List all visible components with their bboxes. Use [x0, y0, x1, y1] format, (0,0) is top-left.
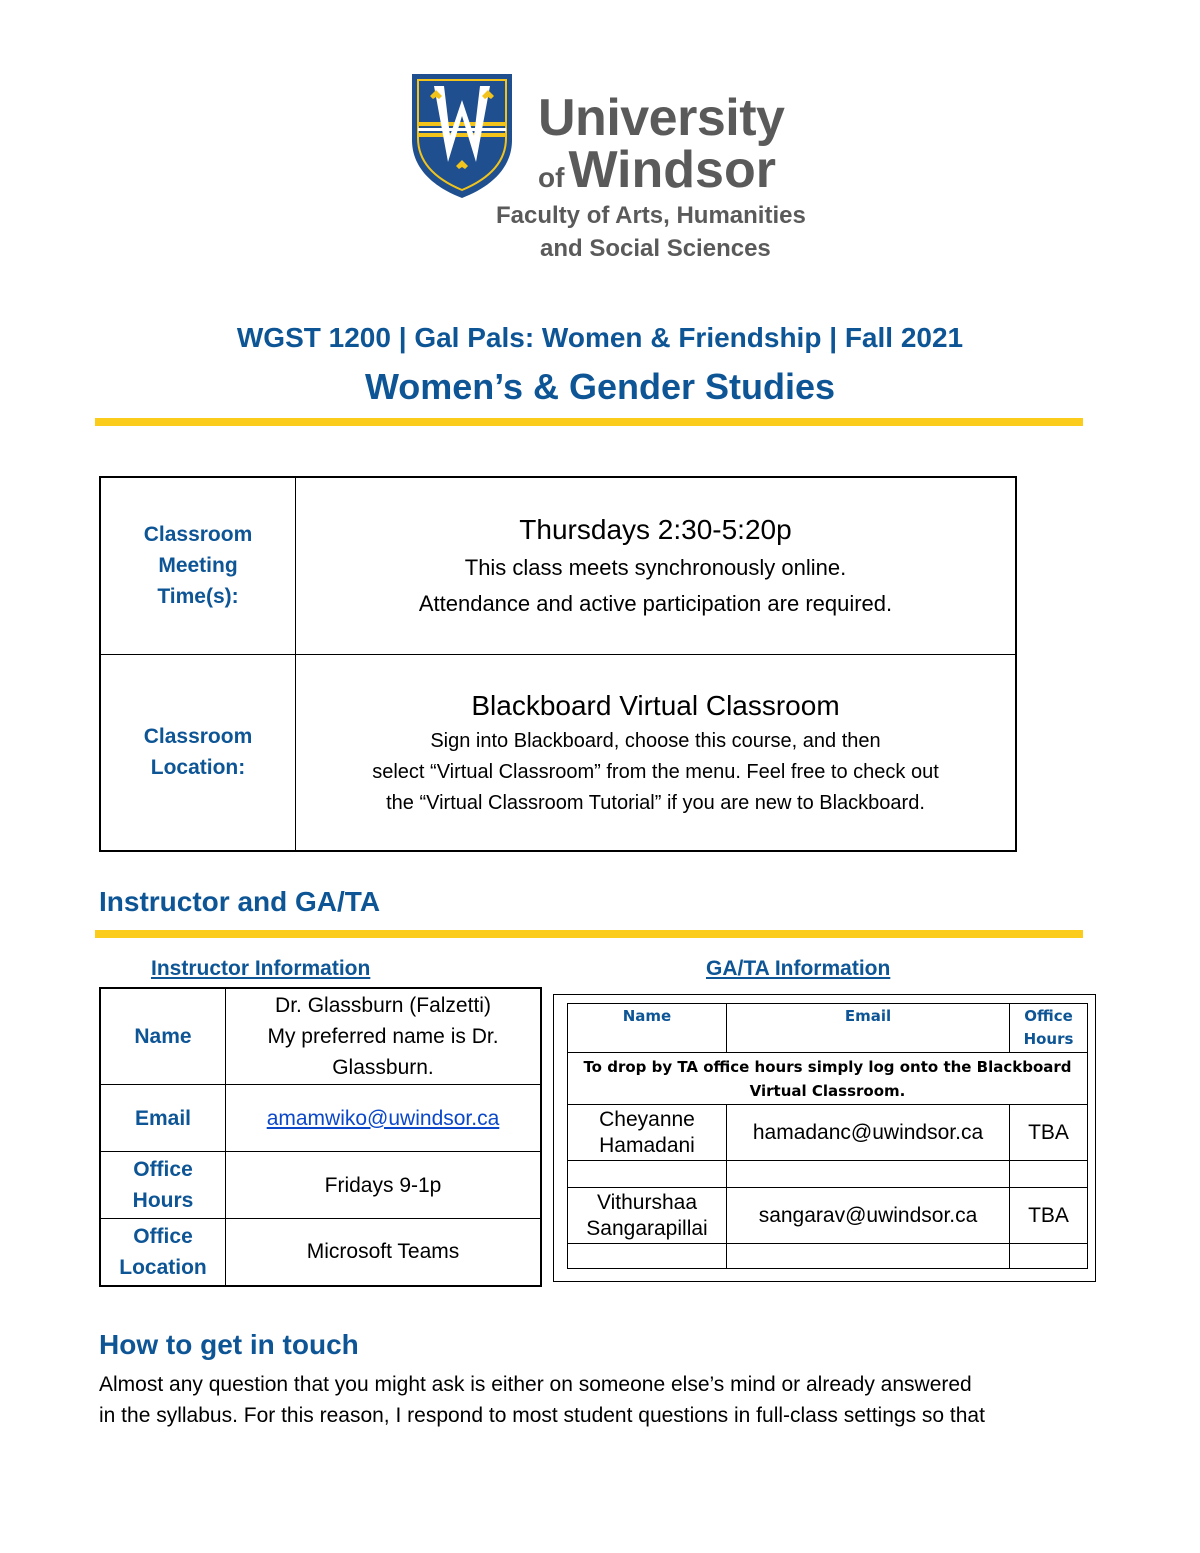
ta-note: To drop by TA office hours simply log onto the Blackboard Virtual Classroom. [568, 1053, 1088, 1105]
location-row [100, 654, 1016, 851]
meeting-time-label: Classroom Meeting Time(s): [100, 477, 296, 654]
ta-empty-cell [568, 1244, 727, 1269]
logo-windsor-text: ofWindsor [538, 141, 776, 199]
meeting-time-line2: This class meets synchronously online. [464, 554, 847, 580]
contact-line2: in the syllabus. For this reason, I respond to most student questions in full-class settings so that [99, 1404, 985, 1427]
header-divider [95, 418, 1083, 426]
instructor-email-row [100, 1085, 541, 1152]
logo-faculty-line2: and Social Sciences [540, 235, 771, 262]
ta-header-hours: Office Hours [1010, 1004, 1088, 1053]
ta-email: sangarav@uwindsor.ca [727, 1188, 1010, 1244]
ta-header-email: Email [727, 1004, 1010, 1053]
name-label: Name [100, 988, 226, 1085]
office-location-row [100, 1219, 541, 1286]
shield-crest-icon [408, 70, 516, 200]
logo-university-text: University [538, 89, 785, 147]
location-line4: the “Virtual Classroom Tutorial” if you are new to Blackboard. [386, 791, 925, 814]
ta-empty-row [568, 1244, 1088, 1269]
office-hours-value: Fridays 9-1p [226, 1152, 542, 1219]
ta-table-frame [553, 994, 1096, 1282]
university-logo [408, 70, 808, 270]
ta-name: Vithurshaa Sangarapillai [568, 1188, 727, 1244]
instructor-info-title: Instructor Information [151, 957, 371, 980]
meeting-time-row [100, 477, 1016, 654]
ta-table [567, 1003, 1088, 1269]
schedule-table [99, 476, 1017, 852]
ta-empty-cell [1010, 1161, 1088, 1188]
ta-hours: TBA [1010, 1188, 1088, 1244]
instructor-name-row [100, 988, 541, 1085]
meeting-time-value [296, 477, 1017, 654]
logo-faculty-line1: Faculty of Arts, Humanities [496, 202, 806, 229]
course-title: WGST 1200 | Gal Pals: Women & Friendship | Fall 2021 [236, 322, 964, 353]
instructor-email-link[interactable]: amamwiko@uwindsor.ca [266, 1106, 500, 1130]
office-location-value: Microsoft Teams [226, 1219, 542, 1286]
ta-empty-row [568, 1161, 1088, 1188]
ta-empty-cell [727, 1244, 1010, 1269]
location-label: Classroom Location: [100, 654, 296, 851]
ta-row [568, 1105, 1088, 1161]
location-value [296, 654, 1017, 851]
office-hours-row [100, 1152, 541, 1219]
email-value [226, 1085, 542, 1152]
ta-row [568, 1188, 1088, 1244]
department-title: Women’s & Gender Studies [364, 366, 836, 407]
contact-line1: Almost any question that you might ask is either on someone else’s mind or already answered [99, 1373, 972, 1396]
ta-hours: TBA [1010, 1105, 1088, 1161]
instructor-section-heading: Instructor and GA/TA [99, 886, 381, 917]
ta-header-row [568, 1004, 1088, 1053]
instructor-table [99, 987, 542, 1287]
ta-header-name: Name [568, 1004, 727, 1053]
office-hours-label: Office Hours [100, 1152, 226, 1219]
ta-empty-cell [727, 1161, 1010, 1188]
ta-name: Cheyanne Hamadani [568, 1105, 727, 1161]
email-label: Email [100, 1085, 226, 1152]
meeting-time-main: Thursdays 2:30-5:20p [519, 513, 792, 545]
contact-heading: How to get in touch [99, 1329, 359, 1360]
ta-note-row [568, 1053, 1088, 1105]
ta-empty-cell [568, 1161, 727, 1188]
name-value: Dr. Glassburn (Falzetti) My preferred name is Dr. Glassburn. [226, 988, 542, 1085]
location-line3: select “Virtual Classroom” from the menu. Feel free to check out [372, 760, 939, 783]
instructor-divider [95, 930, 1083, 938]
contact-paragraph [99, 1369, 1109, 1431]
office-location-label: Office Location [100, 1219, 226, 1286]
ta-empty-cell [1010, 1244, 1088, 1269]
ta-email: hamadanc@uwindsor.ca [727, 1105, 1010, 1161]
meeting-time-line3: Attendance and active participation are required. [418, 590, 893, 616]
location-line2: Sign into Blackboard, choose this course, and then [430, 729, 881, 752]
ta-info-title: GA/TA Information [706, 957, 891, 980]
location-main: Blackboard Virtual Classroom [471, 689, 840, 721]
